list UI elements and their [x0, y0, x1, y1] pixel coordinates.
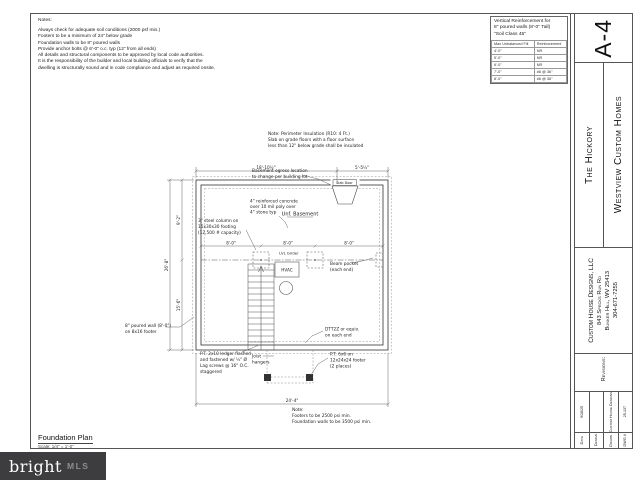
firm-city: Bunker Hill, WV 25413: [605, 270, 611, 331]
column-header: Max Unbalanced Fill: [492, 41, 535, 48]
room-label: Unf. Basement: [281, 211, 319, 218]
cell-fill: 6'-0": [492, 62, 535, 69]
deck-post: [306, 374, 313, 381]
note-line: Foundation walls to be 8" poured walls: [38, 40, 120, 46]
field-drawn: [603, 392, 618, 448]
egress-note-line: to change per building lot: [252, 175, 308, 180]
cell-reinf: NR: [534, 48, 566, 55]
wall-note-line: 8" poured wall (8'-0"): [125, 324, 171, 329]
cell-fill: 5'-0": [492, 55, 535, 62]
note-line: Provide anchor bolts @ 6'-0" o.c. typ (12" from all ends): [38, 46, 156, 52]
perimeter-note-line: Slab on grade floors with a floor surface: [268, 138, 355, 143]
reinforcement-title-line: "Soil Class 45": [494, 31, 527, 37]
egress-window: [331, 179, 360, 204]
steel-column-note-line: (12,500 # capacity): [198, 231, 241, 236]
brightmls-logo: bright: [9, 456, 62, 476]
cell-reinf: #6 @ 36": [534, 69, 566, 76]
concrete-note-line: 4" stone typ: [250, 210, 277, 216]
dim-label: 8'-0": [226, 240, 236, 246]
ledger-note-line: P.T. 2x10 ledger flashed: [200, 352, 251, 357]
field-value: Custom House Designs: [608, 392, 613, 432]
dim-label: 26'-8": [164, 258, 169, 272]
dtt-note-line: DTT2Z or equiv.: [325, 327, 360, 333]
girder-label: LVL Girder: [279, 250, 299, 256]
joist-note-line: hangers: [252, 360, 270, 366]
tank-circle: [280, 282, 293, 295]
general-notes: [38, 18, 215, 72]
table-row: [492, 55, 567, 62]
firm-phone: 304-671-7255: [613, 282, 619, 319]
field-value: 9/18/25: [579, 406, 584, 418]
post-note-line: 12x24x24 footer: [330, 358, 366, 364]
egress-note-line: Basement egress location: [252, 169, 308, 174]
beam-pocket-note-line: Beam pocket: [330, 262, 359, 267]
reinforcement-title: [491, 17, 567, 39]
post-note-line: P.T. 6x6 on: [330, 352, 353, 358]
firm-name: Custom House Designs, LLC: [588, 258, 595, 343]
revisions-box: [575, 354, 632, 448]
note-line: Footers to be a minimum of 24" below grade: [38, 34, 133, 40]
plan-scale: Scale: 1/4" = 1'-0": [38, 444, 74, 449]
ledger-note-line: staggered: [200, 370, 222, 375]
field-dwg: [618, 392, 633, 448]
dim-label: 8'-0": [283, 240, 293, 246]
sheet-number-box: [575, 14, 632, 63]
revisions-label: Revisions:: [600, 357, 607, 382]
steel-column-note-line: 3" steel column on: [198, 219, 239, 224]
firm-address-box: [575, 248, 632, 354]
dim-label: 24'-4": [285, 398, 299, 403]
post-note-line: (2 places): [330, 364, 352, 370]
table-row: [492, 76, 567, 83]
brightmls-watermark: [0, 452, 106, 480]
perimeter-note-line: less than 12" below grade shall be insulated: [268, 144, 364, 149]
dtt-note-line: on each end: [325, 333, 352, 339]
project-name-cell: [575, 63, 603, 247]
perimeter-note-line: Note: Perimeter Insulation (R10: 4 Ft.): [268, 132, 350, 137]
note-line: dwelling is structurally sound and in code compliance and adjust as required onsite.: [38, 65, 216, 71]
reinforcement-title-line: Vertical Reinforcement for: [494, 19, 551, 24]
cell-fill: 7'-0": [492, 69, 535, 76]
cell-reinf: #6 @ 36": [534, 76, 566, 83]
bottom-note-line: Foundation walls to be 3500 psi min.: [292, 420, 372, 425]
firm-street: 843 Specks Run Rd: [597, 276, 603, 325]
reinforcement-schedule: [490, 16, 568, 84]
ledger-note-line: Lag screws @ 16" O.C.: [200, 364, 249, 369]
revisions-area: [575, 354, 632, 391]
project-company-box: [575, 63, 632, 248]
table-row: [492, 69, 567, 76]
stairs: [248, 264, 274, 350]
dim-label: 5'-5½": [355, 165, 369, 170]
concrete-note-line: over 10 mil poly over: [250, 205, 296, 210]
field-label: Drawn: [608, 434, 613, 447]
bottom-note-line: Footers to be 2500 psi min.: [292, 414, 351, 419]
title-block: [570, 13, 633, 449]
beam-pocket-note-line: (each end): [330, 268, 354, 273]
project-name: The Hickory: [583, 125, 595, 185]
cell-fill: 4'-0": [492, 48, 535, 55]
note-line: Always check for adequate soil conditions (2000 psf min.): [38, 28, 161, 34]
hvac-label: HVAC: [281, 267, 293, 273]
title-block-column: [574, 14, 632, 448]
ledger-note-line: and fastened w/ ½" Ø: [200, 358, 247, 363]
sheet-number: A-4: [590, 18, 616, 58]
dim-label: 8'-0": [344, 240, 354, 246]
field-label: DWG #: [623, 434, 628, 447]
foundation-plan-drawing: [115, 125, 400, 430]
slab-door-label: Slab Door: [336, 180, 353, 185]
notes-heading: Notes:: [38, 18, 52, 23]
company-name-cell: [603, 63, 632, 247]
company-name: Westview Custom Homes: [612, 96, 624, 214]
column-header: Reinforcement: [534, 41, 566, 48]
concrete-note-line: 4" reinforced concrete: [250, 199, 298, 205]
plan-title: Foundation Plan: [38, 433, 93, 442]
dim-label: 9'-2": [176, 215, 181, 225]
field-design: [589, 392, 604, 448]
table-header-row: [492, 41, 567, 48]
mls-label: MLS: [66, 461, 90, 471]
field-date: [575, 392, 589, 448]
table-row: [492, 48, 567, 55]
deck-post: [264, 374, 271, 381]
steel-column-note-line: 15x30x30 footing: [198, 225, 236, 230]
column-center-mark: [260, 259, 262, 261]
cell-reinf: NR: [534, 55, 566, 62]
note-line: All details and structural components to be approved by local code authorities.: [38, 53, 204, 59]
field-label: Date: [579, 436, 584, 445]
reinforcement-grid: [491, 40, 567, 83]
cell-fill: 8'-0": [492, 76, 535, 83]
note-line: It is the responsibility of the builder and local building officials to verify that the: [38, 59, 203, 65]
dim-label: 18'-10½": [256, 165, 276, 170]
dim-label: 15'-6": [176, 298, 181, 312]
field-value: 25-137: [623, 406, 628, 418]
reinforcement-title-line: 8" poured walls (8'-0" Tall): [494, 25, 551, 31]
table-row: [492, 62, 567, 69]
joist-note-line: Joist: [252, 354, 262, 360]
column-center-mark: [314, 259, 316, 261]
field-label: Design: [594, 434, 599, 447]
bottom-note-line: Note:: [292, 408, 304, 413]
wall-note-line: on 8x16 footer: [125, 330, 157, 335]
cell-reinf: NR: [534, 62, 566, 69]
titleblock-fields: [575, 391, 632, 448]
